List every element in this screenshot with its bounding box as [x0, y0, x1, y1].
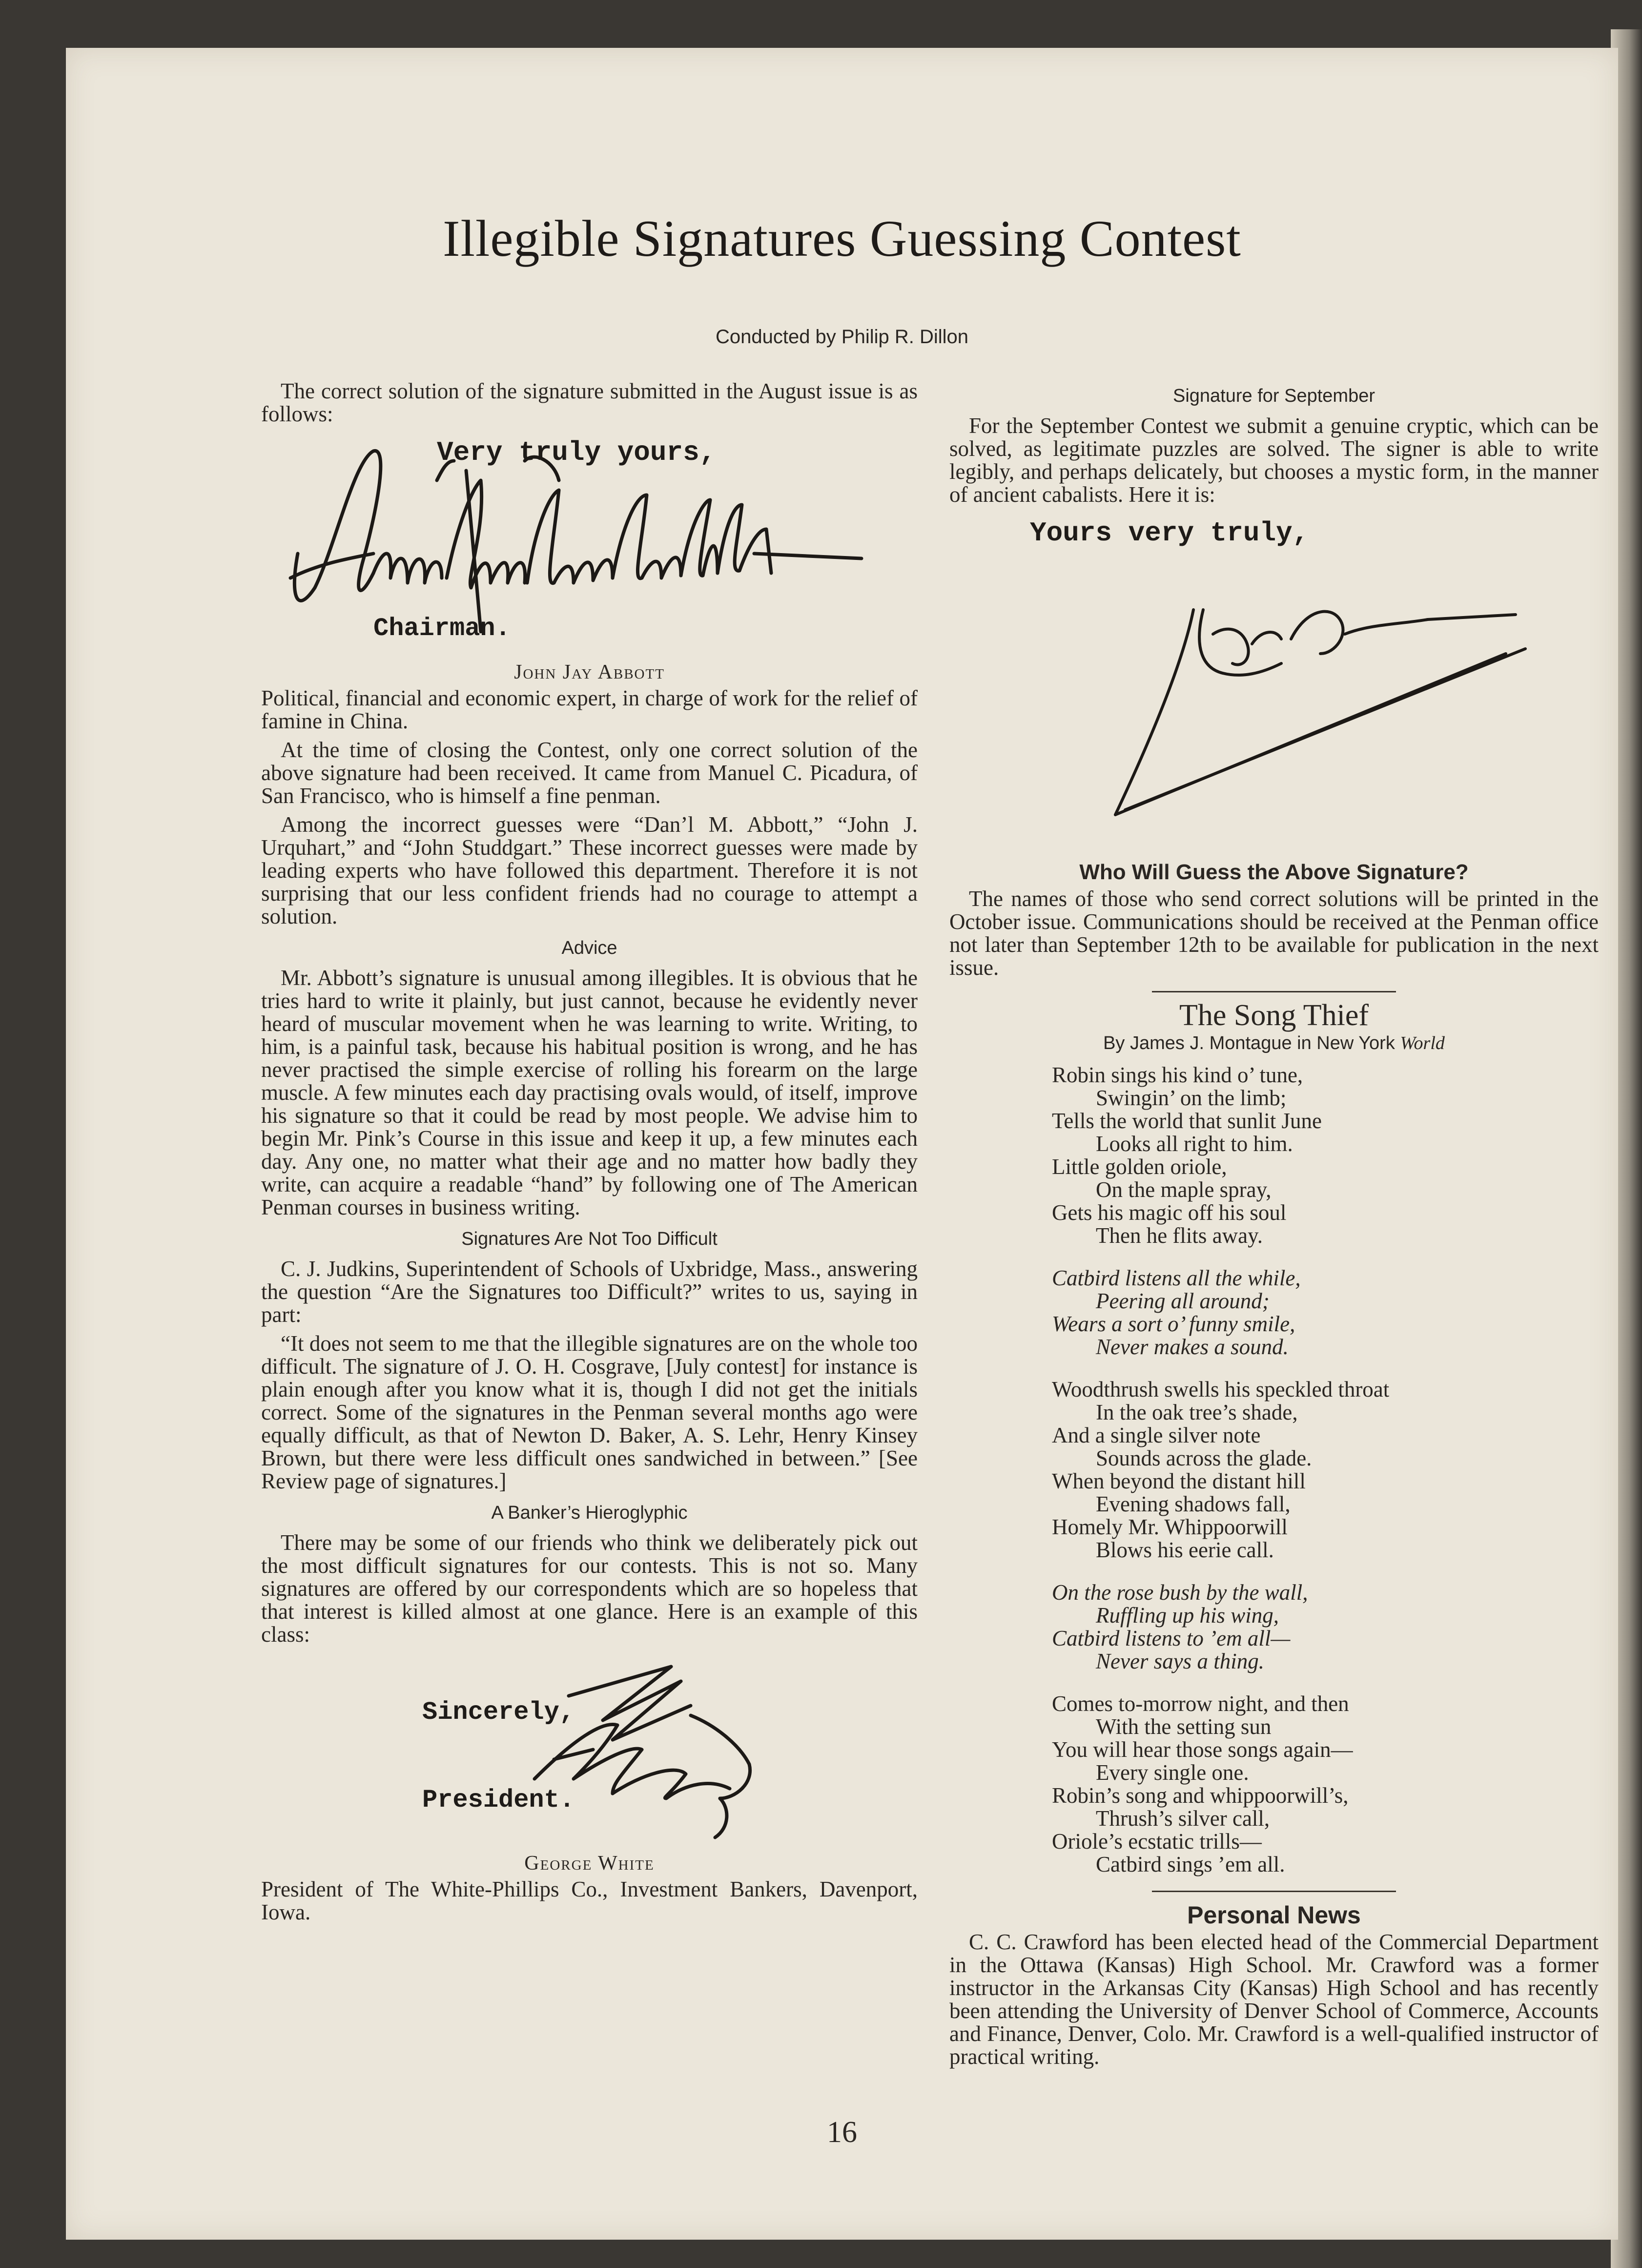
poem-stanza [1052, 1692, 1599, 1876]
page-title: Illegible Signatures Guessing Contest [443, 210, 1241, 267]
poem-line: Catbird listens all the while, [1052, 1266, 1301, 1290]
handwritten-signature-white-icon [261, 1652, 918, 1847]
poem-line: Robin sings his kind o’ tune, [1052, 1063, 1303, 1087]
signer-name-abbott: John Jay Abbott [514, 661, 665, 683]
handwritten-cryptic-signature-icon [949, 512, 1599, 854]
judkins-paragraph: C. J. Judkins, Superintendent of Schools of Uxbridge, Mass., answering the question “Are the Signatures too Difficult?” writes to us, saying in part: [261, 1257, 918, 1327]
signer-desc-white: President of The White-Phillips Co., Investment Bankers, Davenport, Iowa. [261, 1877, 918, 1924]
poem-line: Blows his eerie call. [1096, 1538, 1274, 1562]
right-column [949, 380, 1599, 2074]
poem-line: Catbird listens to ’em all— [1052, 1626, 1291, 1650]
song-byline [949, 1032, 1599, 1055]
advice-heading: Advice [561, 938, 617, 958]
signature-white [261, 1652, 918, 1847]
poem [949, 1064, 1599, 1876]
poem-line: When beyond the distant hill [1052, 1469, 1306, 1493]
advice-paragraph: Mr. Abbott’s signature is unusual among illegibles. It is obvious that he tries hard to write it plainly, but just cannot, because he evidently never heard of muscular movement when he was learning to write. Writing, to him, is a painful task, because his habitual position is wrong, and he has never practised the simple exercise of rolling his forearm on the large muscle. A few minutes each day practising ovals would, of itself, improve his signature so that it could be read by most people. We advise him to begin Mr. Pink’s Course in this issue and keep it up, a few minutes each day. Any one, no matter what their age and no matter how badly they write, can acquire a readable “hand” by following one of The American Penman courses in business writing. [261, 966, 918, 1219]
poem-stanza [1052, 1378, 1599, 1562]
typed-closing: Very truly yours, [437, 437, 716, 468]
signer-desc-abbott: Political, financial and economic expert, in charge of work for the relief of famine in China. [261, 686, 918, 733]
poem-line: On the maple spray, [1096, 1177, 1272, 1202]
handwritten-signature-abbott-icon [261, 432, 918, 656]
typed-title: Chairman. [373, 614, 511, 643]
intro-paragraph: The correct solution of the signature submitted in the August issue is as follows: [261, 379, 918, 426]
poem-stanza [1052, 1267, 1599, 1359]
poem-line: Robin’s song and whippoorwill’s, [1052, 1783, 1349, 1808]
poem-line: Looks all right to him. [1096, 1132, 1293, 1156]
song-author: By James J. Montague in New York [1103, 1033, 1395, 1053]
song-title: The Song Thief [1179, 999, 1369, 1032]
personal-news-heading: Personal News [1187, 1901, 1361, 1929]
poem-line: Never says a thing. [1096, 1649, 1264, 1673]
poem-line: Tells the world that sunlit June [1052, 1109, 1322, 1133]
left-column [261, 380, 918, 1930]
guess-heading: Who Will Guess the Above Signature? [1079, 860, 1469, 884]
poem-stanza [1052, 1064, 1599, 1247]
poem-line: Wears a sort o’ funny smile, [1052, 1312, 1295, 1336]
poem-line: Catbird sings ’em all. [1096, 1852, 1285, 1876]
poem-line: You will hear those songs again— [1052, 1737, 1353, 1762]
not-difficult-heading: Signatures Are Not Too Difficult [461, 1229, 718, 1249]
signer-name-white: George White [524, 1852, 655, 1875]
judkins-quote-paragraph: “It does not seem to me that the illegible signatures are on the whole too difficult. The signature of J. O. H. Cosgrave, [July contest] for instance is plain enough after you know what it is, though I did not get the initials correct. Some of the signatures in the Penman several months ago were equally difficult, as that of Newton D. Baker, A. S. Lehr, Henry Kinsey Brown, but there were less difficult ones sandwiched in between.” [See Review page of signatures.] [261, 1331, 918, 1493]
page-number: 16 [827, 2116, 857, 2149]
byline: Conducted by Philip R. Dillon [715, 326, 969, 348]
signature-abbott [261, 432, 918, 656]
poem-line: Never makes a sound. [1096, 1335, 1289, 1359]
poem-line: Swingin’ on the limb; [1096, 1086, 1287, 1110]
guess-paragraph: The names of those who send correct solutions will be printed in the October issue. Communications should be received at the Penman office not later than September 12th to be available for publication in the next issue. [949, 887, 1599, 980]
typed-yours-very-truly: Yours very truly, [1030, 517, 1309, 549]
signature-september [949, 512, 1599, 854]
september-paragraph: For the September Contest we submit a genuine cryptic, which can be solved, as legitimate puzzles are solved. The signer is able to write legibly, and perhaps delicately, but chooses a mystic form, in the manner of ancient cabalists. Here it is: [949, 413, 1599, 507]
poem-line: Thrush’s silver call, [1096, 1806, 1270, 1831]
typed-president: President. [422, 1786, 575, 1814]
personal-news-paragraph: C. C. Crawford has been elected head of the Commercial Department in the Ottawa (Kansas) High School. Mr. Crawford was a former instructor in the Arkansas City (Kansas) High School and has recently been attending the University of Denver School of Commerce, Accounts and Finance, Denver, Colo. Mr. Crawford is a well-qualified instructor of practical writing. [949, 1930, 1599, 2069]
poem-line: Peering all around; [1096, 1289, 1270, 1313]
song-newspaper: World [1400, 1033, 1445, 1053]
divider-rule-2 [1152, 1891, 1396, 1892]
poem-line: Comes to-morrow night, and then [1052, 1691, 1349, 1716]
poem-line: And a single silver note [1052, 1423, 1261, 1447]
september-heading: Signature for September [1172, 386, 1375, 406]
banker-paragraph: There may be some of our friends who think we deliberately pick out the most difficult signatures for our contests. This is not so. Many signatures are offered by our correspondents which are so hopeless that that interest is killed almost at one glance. Here is an example of this class: [261, 1530, 918, 1647]
poem-line: Little golden oriole, [1052, 1155, 1227, 1179]
poem-line: Homely Mr. Whippoorwill [1052, 1515, 1288, 1539]
typed-sincerely: Sincerely, [422, 1698, 575, 1727]
poem-line: Gets his magic off his soul [1052, 1200, 1287, 1225]
poem-line: Evening shadows fall, [1096, 1492, 1291, 1516]
magazine-page [66, 48, 1618, 2240]
incorrect-guesses-paragraph: Among the incorrect guesses were “Dan’l M. Abbott,” “John J. Urquhart,” and “John Studdgart.” These incorrect guesses were made by leading experts who have followed this department. Therefore it is not surprising that our less confident friends had no courage to attempt a solution. [261, 812, 918, 928]
poem-line: Every single one. [1096, 1760, 1249, 1785]
poem-line: In the oak tree’s shade, [1096, 1400, 1298, 1424]
poem-line: With the setting sun [1096, 1714, 1272, 1739]
poem-stanza [1052, 1581, 1599, 1673]
poem-line: Woodthrush swells his speckled throat [1052, 1377, 1390, 1402]
divider-rule [1152, 991, 1396, 992]
closing-paragraph: At the time of closing the Contest, only one correct solution of the above signature had been received. It came from Manuel C. Picadura, of San Francisco, who is himself a fine penman. [261, 738, 918, 808]
poem-line: Oriole’s ecstatic trills— [1052, 1829, 1262, 1854]
poem-line: On the rose bush by the wall, [1052, 1580, 1308, 1605]
poem-line: Sounds across the glade. [1096, 1446, 1312, 1470]
poem-line: Then he flits away. [1096, 1223, 1263, 1248]
banker-heading: A Banker’s Hieroglyphic [491, 1503, 688, 1523]
poem-line: Ruffling up his wing, [1096, 1603, 1279, 1628]
